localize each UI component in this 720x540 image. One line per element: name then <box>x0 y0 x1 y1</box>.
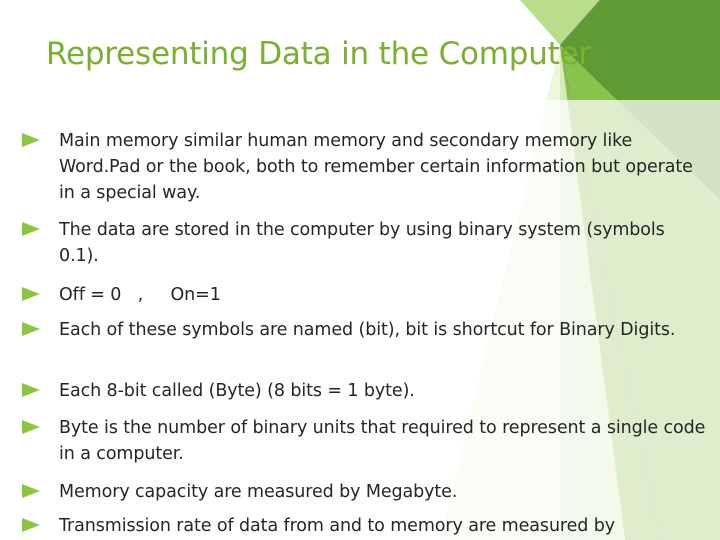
triangle-arrow-right-icon <box>22 133 40 147</box>
bullet-text: Byte is the number of binary units that required to represent a single code in a computer. <box>59 418 706 464</box>
triangle-arrow-right-icon <box>22 383 40 397</box>
bullet-text: Each of these symbols are named (bit), bit is shortcut for Binary Digits. <box>59 320 676 340</box>
bullet-text: Transmission rate of data from and to memory are measured by <box>59 516 616 536</box>
triangle-arrow-right-icon <box>22 222 40 236</box>
triangle-arrow-right-icon <box>22 518 40 532</box>
triangle-arrow-right-icon <box>22 287 40 301</box>
bullet-text: Main memory similar human memory and secondary memory like Word.Pad or the book, both to remember certain information but operate in a special way. <box>59 131 693 203</box>
triangle-arrow-right-icon <box>22 484 40 498</box>
bullet-text: Off = 0 , On=1 <box>59 285 221 305</box>
bullet-text: The data are stored in the computer by using binary system (symbols 0.1). <box>59 220 665 266</box>
triangle-arrow-right-icon <box>22 420 40 434</box>
bullet-text: Memory capacity are measured by Megabyte. <box>59 482 458 502</box>
triangle-arrow-right-icon <box>22 322 40 336</box>
bullet-text: Each 8-bit called (Byte) (8 bits = 1 byte). <box>59 381 415 401</box>
slide-title: Representing Data in the Computer <box>46 36 592 72</box>
